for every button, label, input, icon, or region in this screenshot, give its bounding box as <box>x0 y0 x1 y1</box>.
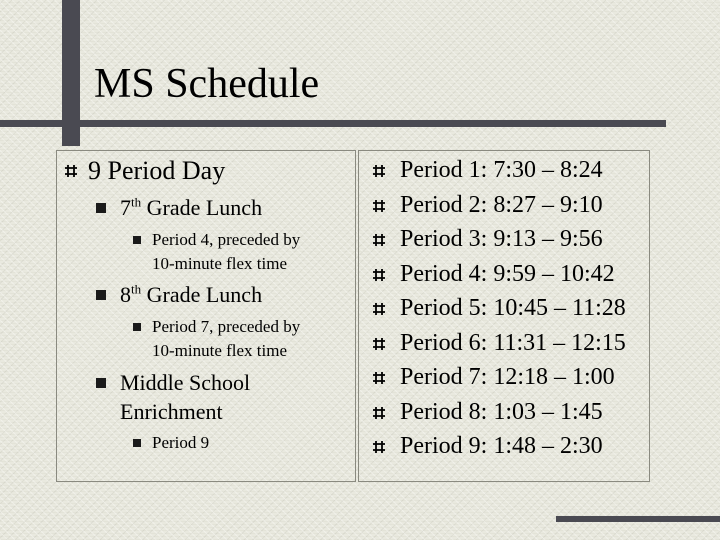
hash-bullet-icon <box>372 199 386 213</box>
hash-bullet-icon <box>64 164 78 178</box>
enrichment-label-line1: Middle School <box>120 370 251 395</box>
enrichment-detail: Period 9 <box>152 433 210 452</box>
square-bullet-icon <box>96 378 106 388</box>
period-time-item: Period 4: 9:59 – 10:42 <box>400 261 615 287</box>
grade8-lunch-label <box>120 281 262 309</box>
enrichment-label-line2: Enrichment <box>120 399 223 424</box>
grade8-text: Grade Lunch <box>141 282 263 307</box>
grade8-detail-line2: 10-minute flex time <box>152 341 288 360</box>
square-bullet-icon <box>133 323 141 331</box>
grade7-detail-line2: 10-minute flex time <box>152 254 288 273</box>
period-time-item: Period 2: 8:27 – 9:10 <box>400 192 603 218</box>
slide-title: MS Schedule <box>94 61 320 107</box>
square-bullet-icon <box>96 203 106 213</box>
hash-bullet-icon <box>372 440 386 454</box>
grade7-suffix: th <box>131 194 142 210</box>
accent-bar-bottom <box>556 516 720 522</box>
hash-bullet-icon <box>372 302 386 316</box>
square-bullet-icon <box>96 290 106 300</box>
grade8-number: 8 <box>120 282 131 307</box>
grade8-detail-line1: Period 7, preceded by <box>152 317 301 336</box>
grade7-text: Grade Lunch <box>141 195 263 220</box>
square-bullet-icon <box>133 439 141 447</box>
period-time-item: Period 9: 1:48 – 2:30 <box>400 433 603 459</box>
grade7-number: 7 <box>120 195 131 220</box>
period-time-item: Period 3: 9:13 – 9:56 <box>400 226 603 252</box>
grade8-suffix: th <box>131 281 142 297</box>
period-time-item: Period 5: 10:45 – 11:28 <box>400 295 626 321</box>
grade7-lunch-label <box>120 194 262 222</box>
heading-9-period-day: 9 Period Day <box>88 156 226 185</box>
hash-bullet-icon <box>372 164 386 178</box>
grade7-detail-line1: Period 4, preceded by <box>152 230 301 249</box>
hash-bullet-icon <box>372 371 386 385</box>
hash-bullet-icon <box>372 406 386 420</box>
square-bullet-icon <box>133 236 141 244</box>
period-time-item: Period 6: 11:31 – 12:15 <box>400 330 626 356</box>
hash-bullet-icon <box>372 268 386 282</box>
accent-bar-horizontal <box>0 120 666 127</box>
period-time-item: Period 7: 12:18 – 1:00 <box>400 364 615 390</box>
hash-bullet-icon <box>372 337 386 351</box>
period-time-item: Period 8: 1:03 – 1:45 <box>400 399 603 425</box>
hash-bullet-icon <box>372 233 386 247</box>
period-time-item: Period 1: 7:30 – 8:24 <box>400 157 603 183</box>
